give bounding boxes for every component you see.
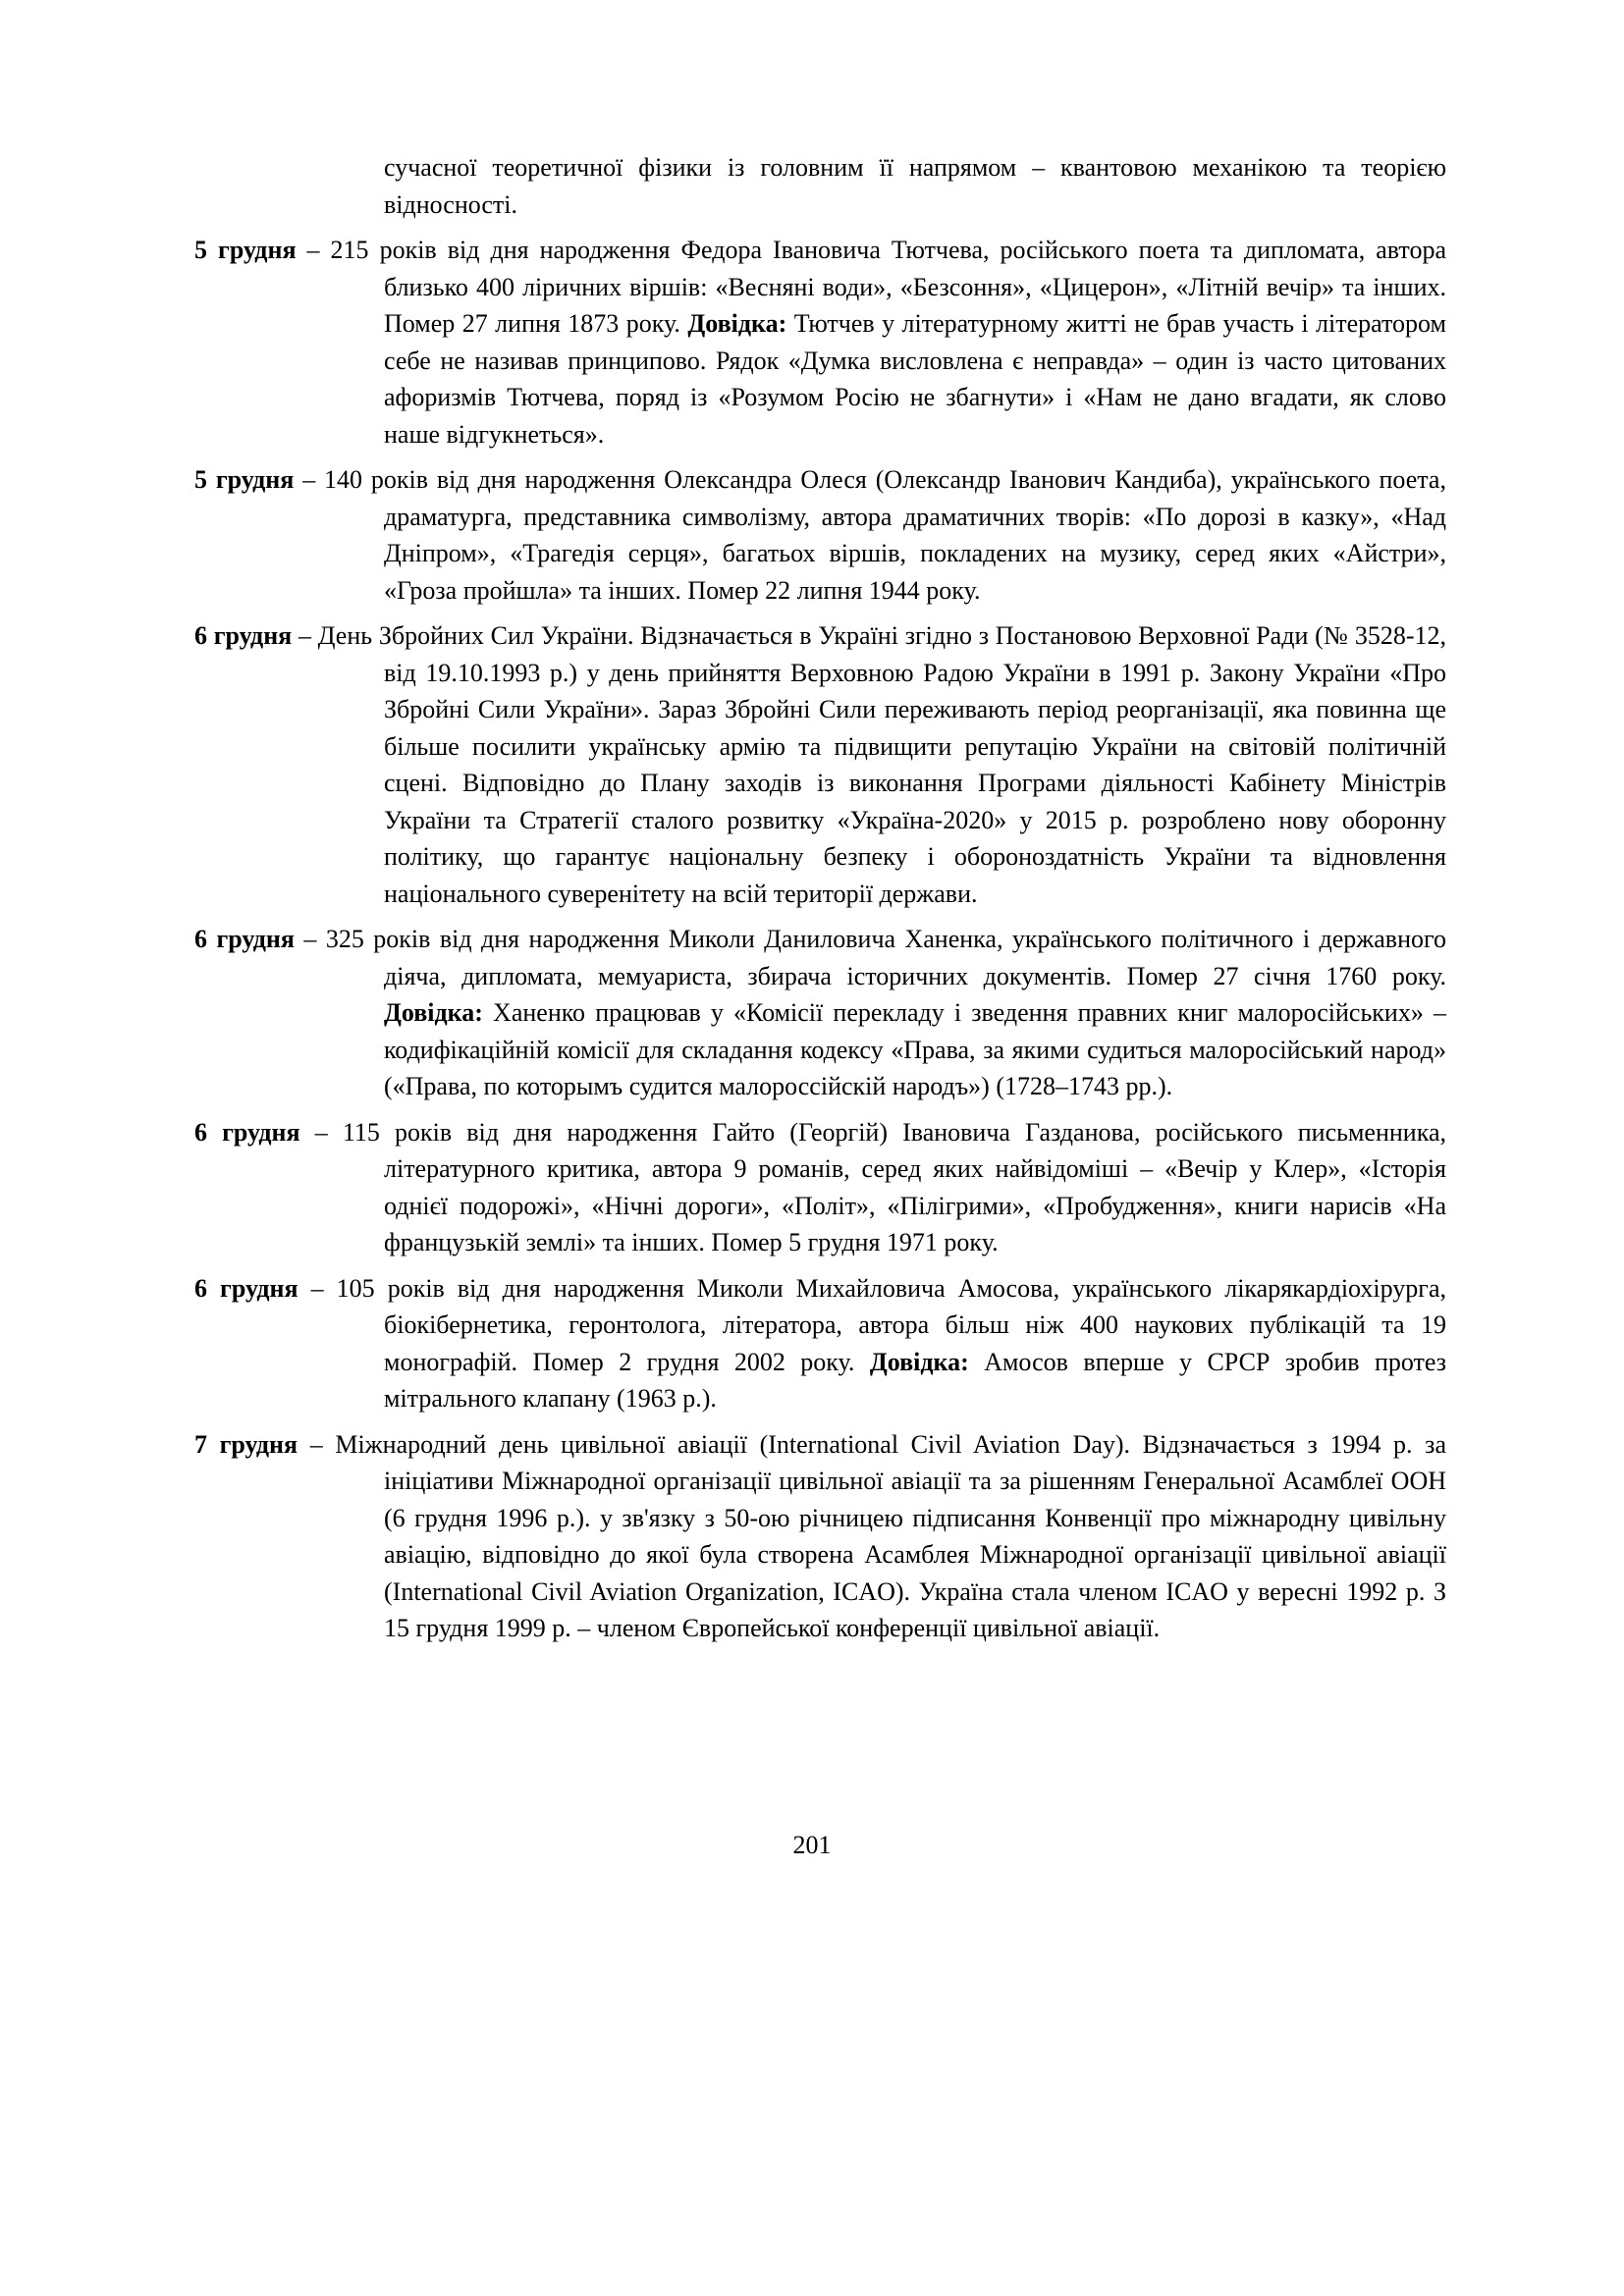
- entry-date: 5 грудня: [194, 236, 297, 264]
- page-number: 201: [792, 1831, 832, 1859]
- entry-text: Амосов вперше у СРСР зробив протез мітрального клапану (1963 р.).: [384, 1347, 1446, 1413]
- entry-date: 6 грудня: [194, 621, 293, 650]
- entry-armed-forces-day: [194, 617, 1446, 912]
- entry-date: 5 грудня: [194, 465, 295, 494]
- entry-date: 7 грудня: [194, 1429, 298, 1459]
- entry-amosov: [194, 1270, 1446, 1417]
- entry-text: – 115 років від дня народження Гайто (Георгій) Івановича Газданова, російського письменника, літературного критика, автора 9 романів, серед яких найвідоміші – «Вечір у Клер», «Історія однієї подорожі», «Нічні дороги», «Політ», «Пілігрими», «Пробудження», книги нарисів «На французькій землі» та інших. Помер 5 грудня 1971 року.: [299, 1117, 1446, 1256]
- entry-continuation: [194, 149, 1446, 223]
- entry-tiutchev: [194, 232, 1446, 453]
- entry-text: – 105 років від дня народження Миколи Михайловича Амосова, українського лікарякардіохірурга, біокібернетика, геронтолога, літератора, автора більш ніж 400 наукових публікацій та 19 монографій. Помер 2 грудня 2002 року.: [298, 1273, 1446, 1376]
- entry-civil-aviation-day: [194, 1426, 1446, 1647]
- entry-date: 6 грудня: [194, 1117, 300, 1147]
- note-label: Довідка:: [687, 309, 787, 338]
- note-label: Довідка:: [384, 998, 483, 1027]
- entry-text: – Міжнародний день цивільної авіації (International Civil Aviation Day). Відзначається з 1994 р. за ініціативи Міжнародної організації цивільної авіації та за рішенням Генеральної Асамблеї ООН (6 грудня 1996 р.). у зв'язку з 50-ою річницею підписання Конвенції про міжнародну цивільну авіацію, відповідно до якої була створена Асамблея Міжнародної організації цивільної авіації (International Civil Aviation Organization, ICAO). Україна стала членом ICAO у вересні 1992 р. З 15 грудня 1999 р. – членом Європейської конференції цивільної авіації.: [298, 1429, 1446, 1642]
- entry-oles: [194, 461, 1446, 609]
- note-label: Довідка:: [869, 1347, 969, 1376]
- entry-text: Тютчев у літературному житті не брав участь і літератором себе не називав принципово. Рядок «Думка висловлена є неправда» – один із часто цитованих афоризмів Тютчева, поряд із «Розумом Росію не збагнути» і «Нам не дано вгадати, як слово наше відгукнеться».: [384, 309, 1446, 449]
- entry-text: сучасної теоретичної фізики із головним її напрямом – квантовою механікою та теорією відносності.: [384, 153, 1446, 219]
- entry-text: – День Збройних Сил України. Відзначається в Україні згідно з Постановою Верховної Ради (№ 3528-12, від 19.10.1993 р.) у день прийняття Верховною Радою України в 1991 р. Закону України «Про Збройні Сили України». Зараз Збройні Сили переживають період реорганізації, яка повинна ще більше посилити українську армію та підвищити репутацію України на світовій політичній сцені. Відповідно до Плану заходів із виконання Програми діяльності Кабінету Міністрів України та Стратегії сталого розвитку «Україна-2020» у 2015 р. розроблено нову оборонну політику, що гарантує національну безпеку і обороноздатність України та відновлення національного суверенітету на всій території держави.: [292, 621, 1446, 908]
- entry-date: 6 грудня: [194, 925, 295, 953]
- entry-text: – 325 років від дня народження Миколи Даниловича Ханенка, українського політичного і державного діяча, дипломата, мемуариста, збирача історичних документів. Помер 27 січня 1760 року.: [294, 925, 1446, 990]
- entry-text: – 215 років від дня народження Федора Івановича Тютчева, російського поета та дипломата, автора близько 400 ліричних віршів: «Весняні води», «Безсоння», «Цицерон», «Літній вечір» та інших. Помер 27 липня 1873 року.: [296, 236, 1446, 338]
- entry-date: 6 грудня: [194, 1273, 298, 1303]
- entry-text: Ханенко працював у «Комісії перекладу і зведення правних книг малоросійських» – кодифікаційній комісії для складання кодексу «Права, за якими судиться малоросійський народ» («Права, по которымъ судится малороссійскій народъ») (1728–1743 рр.).: [384, 998, 1446, 1100]
- entry-text: – 140 років від дня народження Олександра Олеся (Олександр Іванович Кандиба), українського поета, драматурга, представника символізму, автора драматичних творів: «По дорозі в казку», «Над Дніпром», «Трагедія серця», багатьох віршів, покладених на музику, серед яких «Айстри», «Гроза пройшла» та інших. Помер 22 липня 1944 року.: [294, 465, 1446, 605]
- entry-khanenko: [194, 921, 1446, 1105]
- document-body: [194, 149, 1446, 1656]
- entry-gazdanov: [194, 1114, 1446, 1261]
